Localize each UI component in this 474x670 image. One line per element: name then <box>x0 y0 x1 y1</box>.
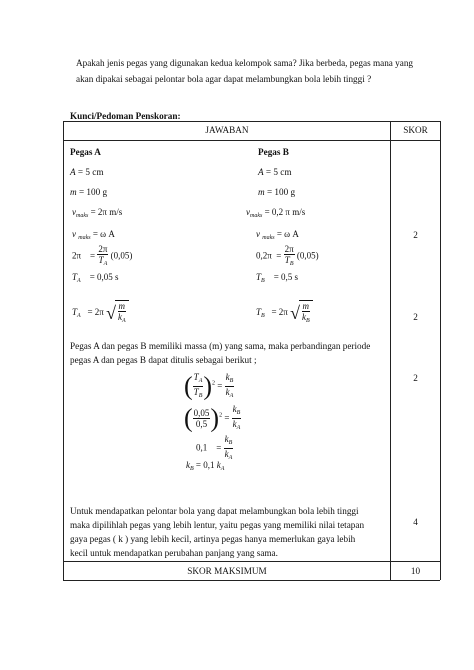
ratio-eq3: 0,1 = $\frac{k_B}{k_A}$ <box>196 434 233 461</box>
footer-label: SKOR MAKSIMUM <box>187 566 267 576</box>
paragraph2-line1: Untuk mendapatkan pelontar bola yang dapat melambungkan bola lebih tinggi <box>70 506 359 516</box>
a-vmax: $v_{maks} = 2\pi$ m/s <box>72 207 123 219</box>
ratio-eq1: ( $\frac{T_A}{T_B}$ )$^2$ = $\frac{k_B}{k_A}$ <box>184 371 234 401</box>
a-eq1: v $_{maks}$ = ω A <box>72 229 115 241</box>
b-amplitude: A = 5 cm <box>258 167 292 177</box>
b-vmax: $v_{maks} = 0,2$ π m/s <box>246 207 306 219</box>
score-2: 2 <box>413 312 418 322</box>
footer-score: 10 <box>410 566 421 576</box>
col-b-title: Pegas B <box>258 147 289 157</box>
b-period: $T_B$ = 0,5 s <box>256 272 299 284</box>
b-eq2: 0,2π = $\frac{2\pi}{T_B}$ (0,05) <box>256 244 319 267</box>
a-mass: m = 100 g <box>70 187 108 197</box>
a-eq2: 2π = $\frac{2\pi}{T_A}$ (0,05) <box>72 244 133 267</box>
score-3: 2 <box>413 373 418 383</box>
ratio-result: $k_B = 0,1$ $k_A$ <box>186 460 225 472</box>
b-period-formula: $T_B = 2\pi$ √ $\frac{m}{k_B}$ <box>256 300 313 326</box>
header-score: SKOR <box>403 125 428 135</box>
ratio-eq2: ( $\frac{0,05}{0,5}$ )$^2$ = $\frac{k_B}{k_A}$ <box>184 403 241 433</box>
b-mass: m = 100 g <box>258 187 296 197</box>
score-4: 4 <box>413 517 418 527</box>
paragraph2-line2: maka dipilihlah pegas yang lebih lentur, yaitu pegas yang memiliki nilai tetapan <box>70 520 365 530</box>
question-line-2: akan dipakai sebagai pelontar bola agar dapat melambungkan bola lebih tinggi ? <box>76 74 372 84</box>
header-answer: JAWABAN <box>205 125 249 135</box>
b-eq1: v $_{maks}$ = ω A <box>256 229 299 241</box>
a-amplitude: A = 5 cm <box>70 167 104 177</box>
paragraph2-line4: kecil untuk mendapatkan perubahan panjang yang sama. <box>70 548 278 558</box>
section-title: Kunci/Pedoman Penskoran: <box>70 111 181 121</box>
question-line-1: Apakah jenis pegas yang digunakan kedua kelompok sama? Jika berbeda, pegas mana yang <box>76 58 414 68</box>
a-period-formula: $T_A = 2\pi$ √ $\frac{m}{k_A}$ <box>72 300 129 326</box>
a-period: $T_A$ = 0,05 s <box>72 272 119 284</box>
paragraph1-line2: pegas A dan pegas B dapat ditulis sebagai berikut ; <box>70 355 257 365</box>
score-1: 2 <box>413 230 418 240</box>
col-a-title: Pegas A <box>70 147 101 157</box>
paragraph1-line1: Pegas A dan pegas B memiliki massa (m) yang sama, maka perbandingan periode <box>70 341 371 351</box>
paragraph2-line3: gaya pegas ( k ) yang lebih kecil, artinya pegas hanya memerlukan gaya lebih <box>70 534 356 544</box>
